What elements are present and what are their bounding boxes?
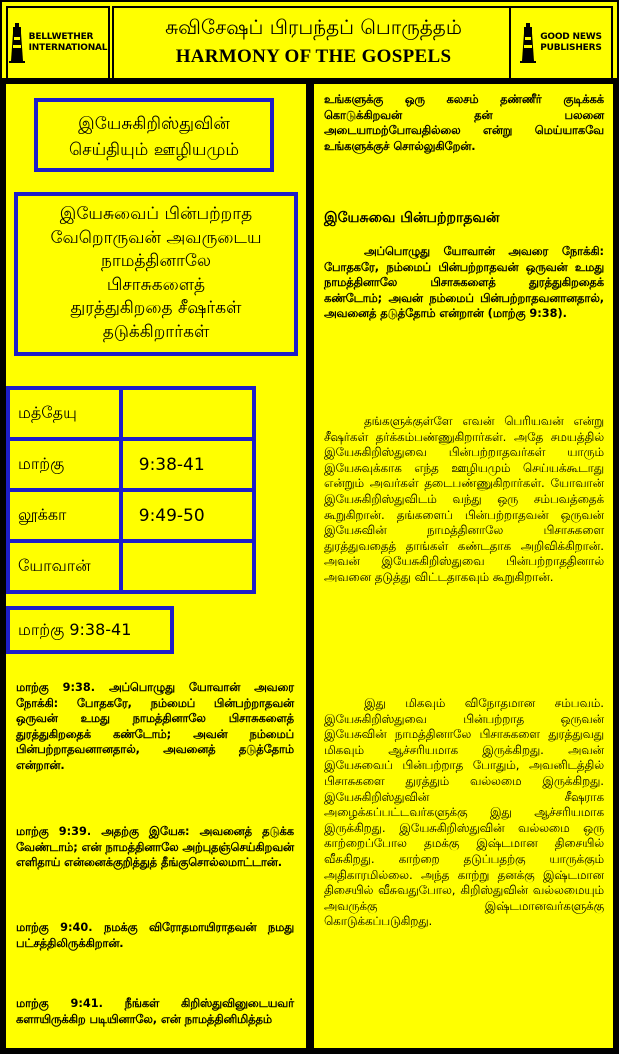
table-row (8, 388, 254, 439)
verse-continuation: உங்களுக்கு ஒரு கலசம் தண்ணீர் குடிக்கக் கொடுக்கிறவன் தன் பலனை அடையாமற்போவதில்லை என்று மெய்யாகவே உங்களுக்குச் சொல்லுகிறேன். (324, 93, 604, 153)
topic-title-line: துரத்துகிறதை சீஷர்கள் (70, 298, 242, 318)
gospel-reference-table (6, 386, 256, 594)
section-title-box (34, 98, 274, 172)
table-row (8, 541, 254, 592)
left-column (4, 82, 308, 1050)
page-title-english: HARMONY OF THE GOSPELS (175, 46, 452, 67)
right-column (312, 82, 615, 1050)
good-news-logo (509, 6, 613, 80)
publisher-left-line2: INTERNATIONAL (28, 43, 108, 53)
book-reference (121, 541, 254, 592)
topic-title-line: பிசாசுகளைத் (106, 274, 206, 295)
title-box (112, 6, 515, 80)
publisher-right-line2: PUBLISHERS (540, 43, 602, 53)
topic-title-line: இயேசுவைப் பின்பற்றாத (59, 204, 253, 224)
book-name: மாற்கு (8, 439, 121, 490)
table-row (8, 439, 254, 490)
page-title-tamil: சுவிசேஷப் பிரபந்தப் பொருத்தம் (165, 15, 462, 39)
publisher-right-line1: GOOD NEWS (540, 32, 602, 42)
topic-title-line: நாமத்தினாலே (100, 251, 212, 271)
verse-text: மாற்கு 9:38. அப்பொழுது யோவான் அவரை நோக்கி: போதகரே, நம்மைப் பின்பற்றாதவன் ஒருவன் உமது நாமத்தினாலே பிசாசுகளைத் துரத்துகிறதைக் கண்டோம்; அவன் நம்மைப் பின்பற்றாதவனானதால், அவனைத் தடுத்தோம் என்றான். (16, 681, 294, 772)
verse-text: மாற்கு 9:41. நீங்கள் கிறிஸ்துவினுடையவர் களாயிருக்கிற படியினாலே, என் நாமத்தினிமித்தம் (16, 997, 294, 1026)
section-title-line: இயேசுகிறிஸ்துவின் (78, 114, 230, 134)
quoted-verse: அப்பொழுது யோவான் அவரை நோக்கி: போதகரே, நம்மைப் பின்பற்றாதவன் ஒருவன் உமது நாமத்தினாலே பிசாசுகளைத் துரத்துகிறதைக் கண்டோம்; அவன் நம்மைப் பின்பற்றாதவனானதால், அவனைத் தடுத்தோம் என்றான் (மாற்கு 9:38). (324, 245, 604, 321)
commentary-paragraph: இது மிகவும் விநோதமான சம்பவம். இயேசுகிறிஸ்துவை பின்பற்றாத ஒருவன் இயேசுவின் நாமத்தினாலே பிசாசுகளை துரத்துவது மிகவும் ஆச்சரியமாக இருக்கிறது. அவன் இயேசுவைப் பின்பற்றாத போதும், அவனிடத்தில் பிசாசுகளை துரத்தும் வல்லமை இருக்கிறது. இயேசுகிறிஸ்துவின் சீஷராக அழைக்கப்பட்டவர்களுக்கு இது ஆச்சரியமாக இருக்கிறது. இயேசுகிறிஸ்துவின் வல்லமை ஒரு காற்றைப்போல தமக்கு இஷ்டமான திசையில் வீசுகிறது. காற்றை தடுப்பதற்கு யாருக்கும் அதிகாரமில்லை. அந்த காற்று தனக்கு இஷ்டமான திசையில் வீசுவதுபோல, கிறிஸ்துவின் வல்லமையும் அவருக்கு இஷ்டமானவர்களுக்கு கொடுக்கப்படுகிறது. (324, 696, 604, 929)
book-reference: 9:38-41 (121, 439, 254, 490)
verse-text: மாற்கு 9:40. நமக்கு விரோதமாயிராதவன் நமது பட்சத்திலிருக்கிறான். (16, 921, 294, 950)
publisher-left-line1: BELLWETHER (28, 32, 94, 42)
book-reference (121, 388, 254, 439)
topic-title-line: தடுக்கிறார்கள் (102, 321, 210, 342)
bellwether-logo (6, 6, 110, 80)
topic-title-line: வேறொருவன் அவருடைய (50, 227, 262, 248)
book-reference: 9:49-50 (121, 490, 254, 541)
book-name: லூக்கா (8, 490, 121, 541)
topic-title-box (14, 192, 298, 356)
table-row (8, 490, 254, 541)
commentary-paragraph: தங்களுக்குள்ளே எவன் பெரியவன் என்று சீஷர்கள் தர்க்கம்பண்ணுகிறார்கள். அதே சமயத்தில் இயேசுகிறிஸ்துவை பின்பற்றாதவர்கள் யாரும் இயேசுவுக்காக எந்த ஊழியமும் செய்யக்கூடாது என்றும் அவர்கள் தடைபண்ணுகிறார்கள். யோவான் இயேசுகிறிஸ்துவிடம் வந்து ஒரு சம்பவத்தைக் கூறுகிறான். தங்களைப் பின்பற்றாதவன் ஒருவன் இயேசுவின் நாமத்தினாலே பிசாசுகளை துரத்துவதைத் தாங்கள் கண்டதாக அறிவிக்கிறான். அவன் இயேசுகிறிஸ்துவை பின்பற்றாததினால் அவனை தடுத்து விட்டதாகவும் கூறுகிறான். (324, 414, 604, 584)
passage-header: மாற்கு 9:38-41 (6, 606, 174, 654)
book-name: யோவான் (8, 541, 121, 592)
lighthouse-icon (520, 23, 536, 63)
section-title-line: செய்தியும் ஊழியமும் (68, 140, 240, 160)
book-name: மத்தேயு (8, 388, 121, 439)
commentary-heading: இயேசுவை பின்பற்றாதவன் (324, 210, 500, 226)
lighthouse-icon (9, 23, 25, 63)
verse-text: மாற்கு 9:39. அதற்கு இயேசு: அவனைத் தடுக்க வேண்டாம்; என் நாமத்தினாலே அற்புதஞ்செய்கிறவன் எளிதாய் என்னைக்குறித்துத் தீங்குசொல்லமாட்டான். (16, 825, 294, 869)
page-header (0, 0, 619, 80)
